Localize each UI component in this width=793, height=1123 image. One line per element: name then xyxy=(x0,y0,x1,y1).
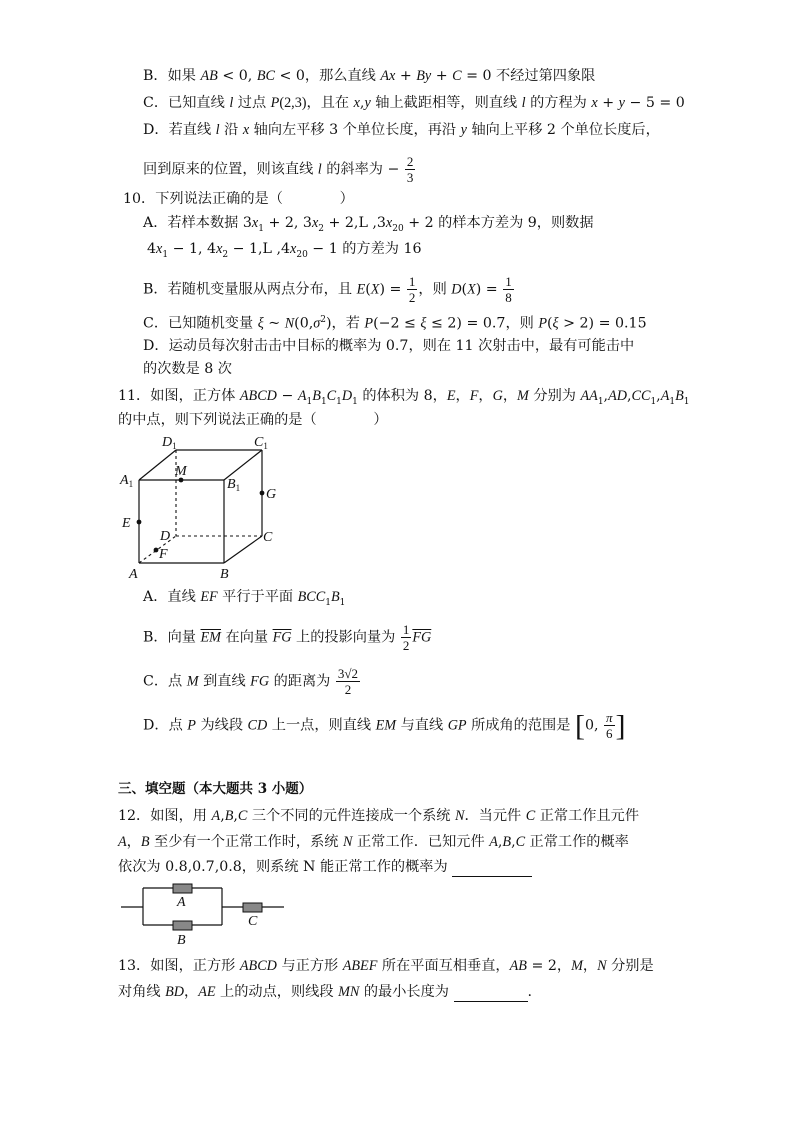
q10-stem: 10．下列说法正确的是（ ） xyxy=(123,191,354,207)
q12-line1: 12．如图，用 A,B,C 三个不同的元件连接成一个系统 N．当元件 C 正常工作且元件 xyxy=(118,808,640,824)
q11-option-d: D．点 P 为线段 CD 上一点，则直线 EM 与直线 GP 所成角的范围是 [0, $\frac{\pi}{6}$ ] xyxy=(143,709,626,743)
label-a1: $A_1$ xyxy=(120,473,134,489)
q9-option-b: B．如果 AB < 0, BC < 0，那么直线 Ax + By + C = 0 不经过第四象限 xyxy=(143,68,596,84)
q13-line1: 13．如图，正方形 ABCD 与正方形 ABEF 所在平面互相垂直，AB = 2，M，N 分别是 xyxy=(118,958,654,974)
cube-figure xyxy=(114,430,289,585)
label-g: G xyxy=(266,487,277,502)
point-e xyxy=(137,520,142,525)
label-b: B xyxy=(220,567,229,582)
component-c xyxy=(243,903,262,912)
label-f: F xyxy=(159,547,168,562)
q9-option-d-line2: 回到原来的位置，则该直线 l 的斜率为 − $\frac{2}{3}$ xyxy=(143,154,414,185)
circuit-label-c: C xyxy=(248,914,258,929)
point-f xyxy=(154,548,159,553)
circuit-figure xyxy=(118,880,288,948)
component-a xyxy=(173,884,192,893)
q10-option-d-line2: 的次数是 8 次 xyxy=(143,361,232,377)
label-e: E xyxy=(122,516,131,531)
section-3-title: 三、填空题（本大题共 3 小题） xyxy=(118,781,313,797)
q9-option-c: C．已知直线 l 过点 P(2,3)，且在 x,y 轴上截距相等，则直线 l 的方程为 x + y − 5 = 0 xyxy=(143,95,685,111)
label-d: D xyxy=(160,529,171,544)
label-m: M xyxy=(175,464,187,479)
circuit-label-b: B xyxy=(177,933,186,948)
q11-option-b: B．向量 $\overline{EM}$ 在向量 $\overline{FG}$ 上的投影向量为 $\frac{1}{2}$ $\overline{FG}$ xyxy=(143,622,432,653)
label-d1: $D_1$ xyxy=(162,435,177,451)
component-b xyxy=(173,921,192,930)
answer-blank-12 xyxy=(452,860,532,877)
fraction-2-3: $\frac{2}{3}$ xyxy=(406,154,414,185)
circuit-label-a: A xyxy=(177,895,186,910)
q12-line2: A，B 至少有一个正常工作时，系统 N 正常工作．已知元件 A,B,C 正常工作的概率 xyxy=(118,834,629,850)
q11-stem-line2: 的中点，则下列说法正确的是（ ） xyxy=(118,412,388,428)
label-c1: $C_1$ xyxy=(254,435,268,451)
answer-blank-13 xyxy=(454,985,528,1002)
q10-option-b: B．若随机变量服从两点分布，且 E(X) = $\frac{1}{2}$ ，则 D(X) = $\frac{1}{8}$ xyxy=(143,274,512,305)
q10-option-c: C．已知随机变量 ξ ~ $N(0,\sigma^2)$，若 P(−2 ≤ ξ ≤ 2) = 0.7，则 P(ξ > 2) = 0.15 xyxy=(143,315,647,332)
q12-line3: 依次为 0.8,0.7,0.8，则系统 N 能正常工作的概率为 xyxy=(118,857,532,877)
q10-option-d-line1: D．运动员每次射击击中目标的概率为 0.7，则在 11 次射击中，最有可能击中 xyxy=(143,338,635,354)
label-b1: $B_1$ xyxy=(227,477,241,493)
q11-stem-line1: 11．如图，正方体 ABCD − $A_1B_1C_1D_1$ 的体积为 8，E，F，G，M 分别为 $AA_1,AD,CC_1,A_1B_1$ xyxy=(118,388,690,407)
label-a: A xyxy=(129,567,138,582)
q11-option-a: A．直线 EF 平行于平面 $BCC_1B_1$ xyxy=(143,589,346,608)
q9-option-d-line1: D．若直线 l 沿 x 轴向左平移 3 个单位长度，再沿 y 轴向上平移 2 个单位长度后， xyxy=(143,122,660,138)
q10-option-a-line1: A．若样本数据 $3x_1 + 2$, $3x_2 + 2,L$ $,3x_{20} + 2$ 的样本方差为 9，则数据 xyxy=(143,215,594,234)
q13-line2: 对角线 BD，AE 上的动点，则线段 MN 的最小长度为 . xyxy=(118,984,533,1000)
point-g xyxy=(260,491,265,496)
q11-option-c: C．点 M 到直线 FG 的距离为 $\frac{3√2}{2}$ xyxy=(143,666,359,697)
label-c: C xyxy=(263,530,273,545)
q10-option-a-line2: $4x_1 - 1$, $4x_2 - 1,L$ $,4x_{20} - 1$ 的方差为 16 xyxy=(147,241,422,260)
